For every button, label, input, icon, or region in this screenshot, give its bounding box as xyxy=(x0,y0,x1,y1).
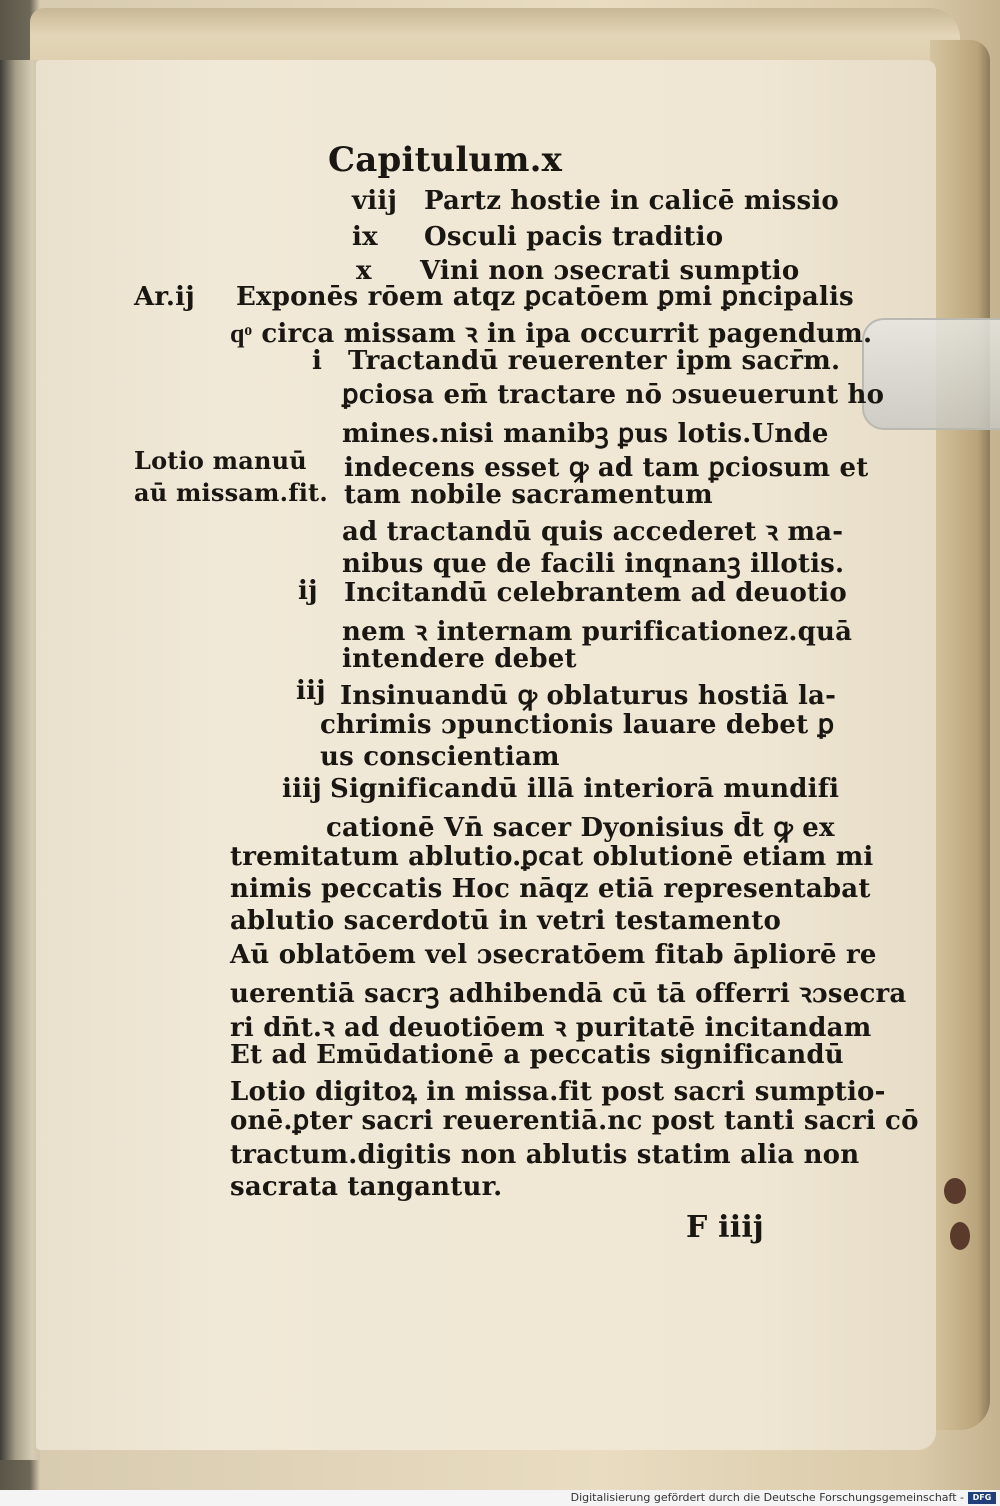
text-line: Osculi pacis traditio xyxy=(424,222,724,252)
text-line: us conscientiam xyxy=(320,742,560,772)
text-line: ri dn̄t.ꝛ ad deuotiōem ꝛ puritatē incitandam xyxy=(230,1013,872,1043)
line-number: iiij xyxy=(282,774,322,804)
text-line: indecens esset ꝙ ad tam ꝑciosum et xyxy=(344,453,869,483)
text-line: Insinuandū ꝙ oblaturus hostiā la- xyxy=(340,681,837,711)
chapter-heading: Capitulum.x xyxy=(328,140,563,180)
text-line: Et ad Emūdationē a peccatis significandū xyxy=(230,1040,844,1070)
dfg-logo: DFG xyxy=(968,1492,996,1504)
page-stain xyxy=(950,1222,970,1250)
footer-credit: Digitalisierung gefördert durch die Deutsche Forschungsgemeinschaft - xyxy=(570,1491,964,1504)
page-stain xyxy=(944,1178,966,1204)
text-line: Tractandū reuerenter ipm sacr̄m. xyxy=(348,346,841,376)
text-line: Vini non ɔsecrati sumptio xyxy=(420,256,800,286)
line-number: ij xyxy=(298,576,318,606)
margin-note: aū missam.fit. xyxy=(134,478,328,507)
text-line: sacrata tangantur. xyxy=(230,1172,503,1202)
text-line: nem ꝛ internam purificationez.quā xyxy=(342,617,853,647)
digitization-footer xyxy=(0,1490,1000,1506)
line-number: x xyxy=(356,256,372,286)
text-line: Incitandū celebrantem ad deuotio xyxy=(344,578,847,608)
text-line: nibus que de facili inqnanꝫ illotis. xyxy=(342,549,845,579)
text-line: Partz hostie in calicē missio xyxy=(424,186,839,216)
margin-note: Lotio manuū xyxy=(134,446,307,475)
text-line: cationē Vn̄ sacer Dyonisius d̄t ꝙ ex xyxy=(326,813,835,843)
text-line: Significandū illā interiorā mundifi xyxy=(330,774,840,804)
text-line: ablutio sacerdotū in vetri testamento xyxy=(230,906,782,936)
text-line: uerentiā sacrꝫ adhibendā cū tā offerri ꝛɔsecra xyxy=(230,979,907,1009)
line-number: ix xyxy=(352,222,378,252)
glass-page-holder xyxy=(862,318,1000,430)
text-line: intendere debet xyxy=(342,644,577,674)
left-page-edge xyxy=(0,60,40,1460)
text-line: Lotio digitoꝝ in missa.fit post sacri sumptio- xyxy=(230,1077,886,1107)
line-number: iij xyxy=(296,676,326,706)
text-line: onē.ꝑter sacri reuerentiā.nc post tanti sacri cō xyxy=(230,1106,919,1136)
text-line: ad tractandū quis accederet ꝛ ma- xyxy=(342,517,844,547)
text-line: tremitatum ablutio.ꝑcat oblutionē etiam mi xyxy=(230,842,874,872)
text-line: chrimis ɔpunctionis lauare debet ꝑ xyxy=(320,710,835,740)
line-number: viij xyxy=(352,186,398,216)
text-line: ꝑciosa em̄ tractare nō ɔsueuerunt ho xyxy=(342,380,885,410)
line-number: i xyxy=(312,346,323,376)
text-line: tractum.digitis non ablutis statim alia non xyxy=(230,1140,860,1170)
text-line: Exponēs rōem atqz ꝑcatōem ꝑmi ꝑncipalis xyxy=(236,282,854,312)
text-line: nimis peccatis Hoc nāqz etiā representabat xyxy=(230,874,871,904)
article-number: Ar.ij xyxy=(134,282,195,312)
text-line: tam nobile sacramentum xyxy=(344,480,713,510)
signature-mark: F iiij xyxy=(686,1210,764,1245)
text-line: qͦ circa missam ꝛ in ipa occurrit pagendum. xyxy=(230,319,873,349)
text-line: Aū oblatōem vel ɔsecratōem fitab āpliorē re xyxy=(230,940,877,970)
text-line: mines.nisi manibꝫ ꝑus lotis.Unde xyxy=(342,419,829,449)
